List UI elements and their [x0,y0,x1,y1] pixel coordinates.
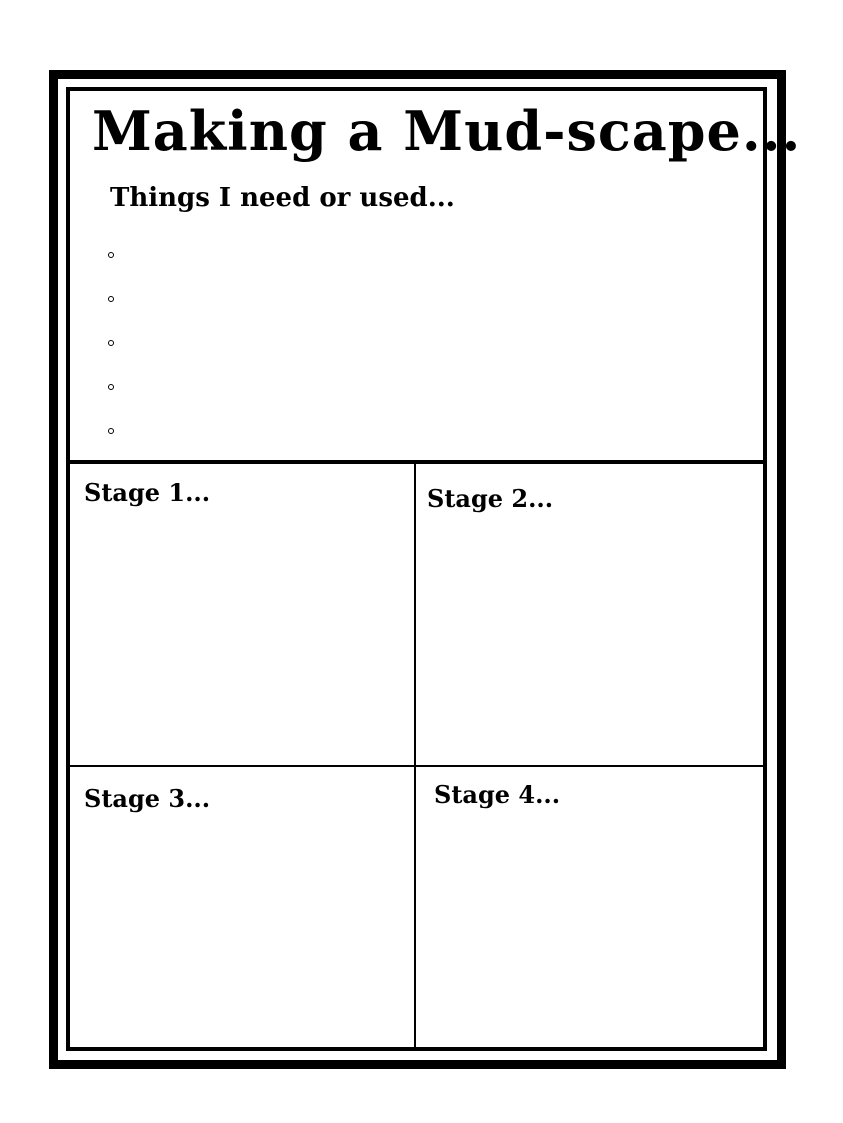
bullet-icon [108,384,114,390]
stage-4-label: Stage 4... [434,780,561,809]
materials-list-item [108,331,114,375]
materials-list-item [108,287,114,331]
bullet-icon [108,252,114,258]
stages-column-divider [414,464,416,1047]
stages-row-divider [70,765,763,767]
worksheet-frame [66,87,802,1051]
header-divider [70,460,763,464]
materials-list [108,243,114,463]
bullet-icon [108,428,114,434]
bullet-icon [108,296,114,302]
materials-list-item [108,375,114,419]
materials-list-item [108,243,114,287]
materials-heading: Things I need or used... [110,183,455,213]
page-title: Making a Mud-scape... [92,99,802,163]
header-section [70,91,802,460]
stage-1-label: Stage 1... [84,478,211,507]
stage-3-label: Stage 3... [84,784,211,813]
materials-list-item [108,419,114,463]
stage-2-label: Stage 2... [427,484,554,513]
bullet-icon [108,340,114,346]
